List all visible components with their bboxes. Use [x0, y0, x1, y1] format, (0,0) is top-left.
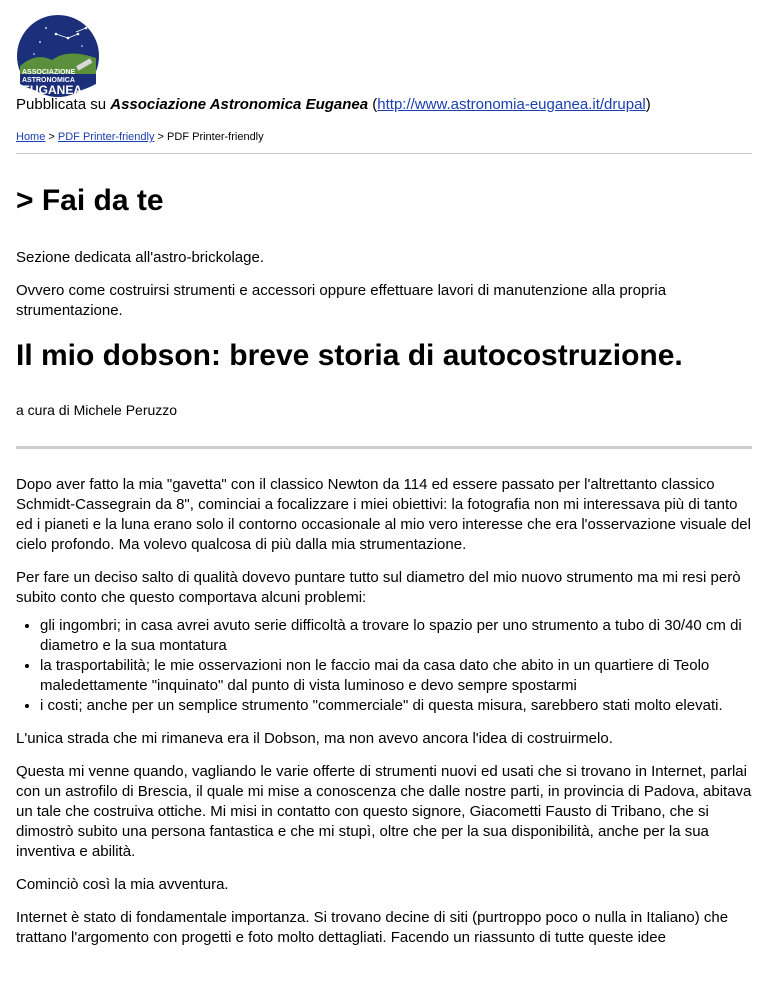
site-name: Associazione Astronomica Euganea	[110, 96, 369, 113]
article-paragraph: Cominciò così la mia avventura.	[16, 876, 229, 893]
article-paragraph: Internet è stato di fondamentale importanza. Si trovano decine di siti (purtroppo poco o nulla in Italiano) che trattano l'argomento con progetti e foto molto dettagliati. Facendo un riassunto di tutte queste idee	[16, 909, 729, 946]
breadcrumb-current: PDF Printer-friendly	[167, 131, 264, 143]
article-paragraph: Per fare un deciso salto di qualità dovevo puntare tutto sul diametro del mio nuovo strumento ma mi resi però subito conto che questo comportava alcuni problemi:	[16, 569, 741, 606]
article-author: a cura di Michele Peruzzo	[16, 402, 178, 418]
breadcrumb-home-link[interactable]: Home	[16, 131, 46, 143]
list-item: • la trasportabilità; le mie osservazioni non le faccio mai da casa dato che abito in un quartiere di Teolo maledettamente "inquinato" dal punto di vista luminoso e devo sempre spostarmi	[40, 656, 752, 696]
divider	[16, 153, 752, 154]
breadcrumb-pdf-link[interactable]: PDF Printer-friendly	[57, 131, 155, 143]
section-title: > Fai da te	[16, 184, 164, 217]
list-item: • i costi; anche per un semplice strumento "commerciale" di questa misura, sarebbero stati molto elevati.	[40, 696, 752, 716]
logo-line1: ASSOCIAZIONE	[22, 69, 76, 76]
article-divider	[16, 446, 752, 449]
article-paragraph: Questa mi venne quando, vagliando le varie offerte di strumenti nuovi ed usati che si trovano in Internet, parlai con un astrofilo di Brescia, il quale mi mise a conoscenza che dalle nostre parti, in provincia di Padova, abitava un tale che costruiva ottiche. Mi misi in contatto con questo signore, Giacometti Fausto di Tribano, che si dimostrò subito una persona fantastica e che mi stupì, oltre che per la sua disponibilità, anche per la sua inventiva e abilità.	[16, 763, 752, 860]
published-prefix: Pubblicata su	[16, 96, 107, 113]
section-intro: Sezione dedicata all'astro-brickolage.	[16, 249, 265, 266]
open-paren: (	[372, 96, 378, 113]
association-logo	[16, 14, 100, 98]
page	[16, 14, 752, 948]
section-description: Ovvero come costruirsi strumenti e accessori oppure effettuare lavori di manutenzione alla propria strumentazione.	[16, 282, 667, 319]
breadcrumb-separator: >	[157, 131, 164, 143]
problem-list	[16, 616, 752, 716]
article-paragraph: L'unica strada che mi rimaneva era il Dobson, ma non avevo ancora l'idea di costruirmelo.	[16, 730, 613, 747]
article-title: Il mio dobson: breve storia di autocostruzione.	[16, 339, 683, 372]
list-item: • gli ingombri; in casa avrei avuto serie difficoltà a trovare lo spazio per uno strumento a tubo di 30/40 cm di diametro e la sua montatura	[40, 616, 752, 656]
logo-line2: ASTRONOMICA	[22, 77, 75, 84]
breadcrumb	[16, 130, 752, 144]
close-paren: )	[645, 96, 651, 113]
article-paragraph: Dopo aver fatto la mia "gavetta" con il classico Newton da 114 ed essere passato per l'altrettanto classico Schmidt-Cassegrain da 8", cominciai a focalizzare i miei obiettivi: la fotografia non mi interessava più di tanto ed i pianeti e la luna erano solo il contorno occasionale al mio vero interesse che era l'osservazione visuale del cielo profondo. Ma volevo qualcosa di più dalla mia strumentazione.	[16, 476, 751, 553]
published-line	[16, 96, 752, 114]
logo-line3: EUGANEA	[22, 83, 83, 97]
site-url-link[interactable]: http://www.astronomia-euganea.it/drupal	[377, 96, 646, 113]
breadcrumb-separator: >	[48, 131, 55, 143]
